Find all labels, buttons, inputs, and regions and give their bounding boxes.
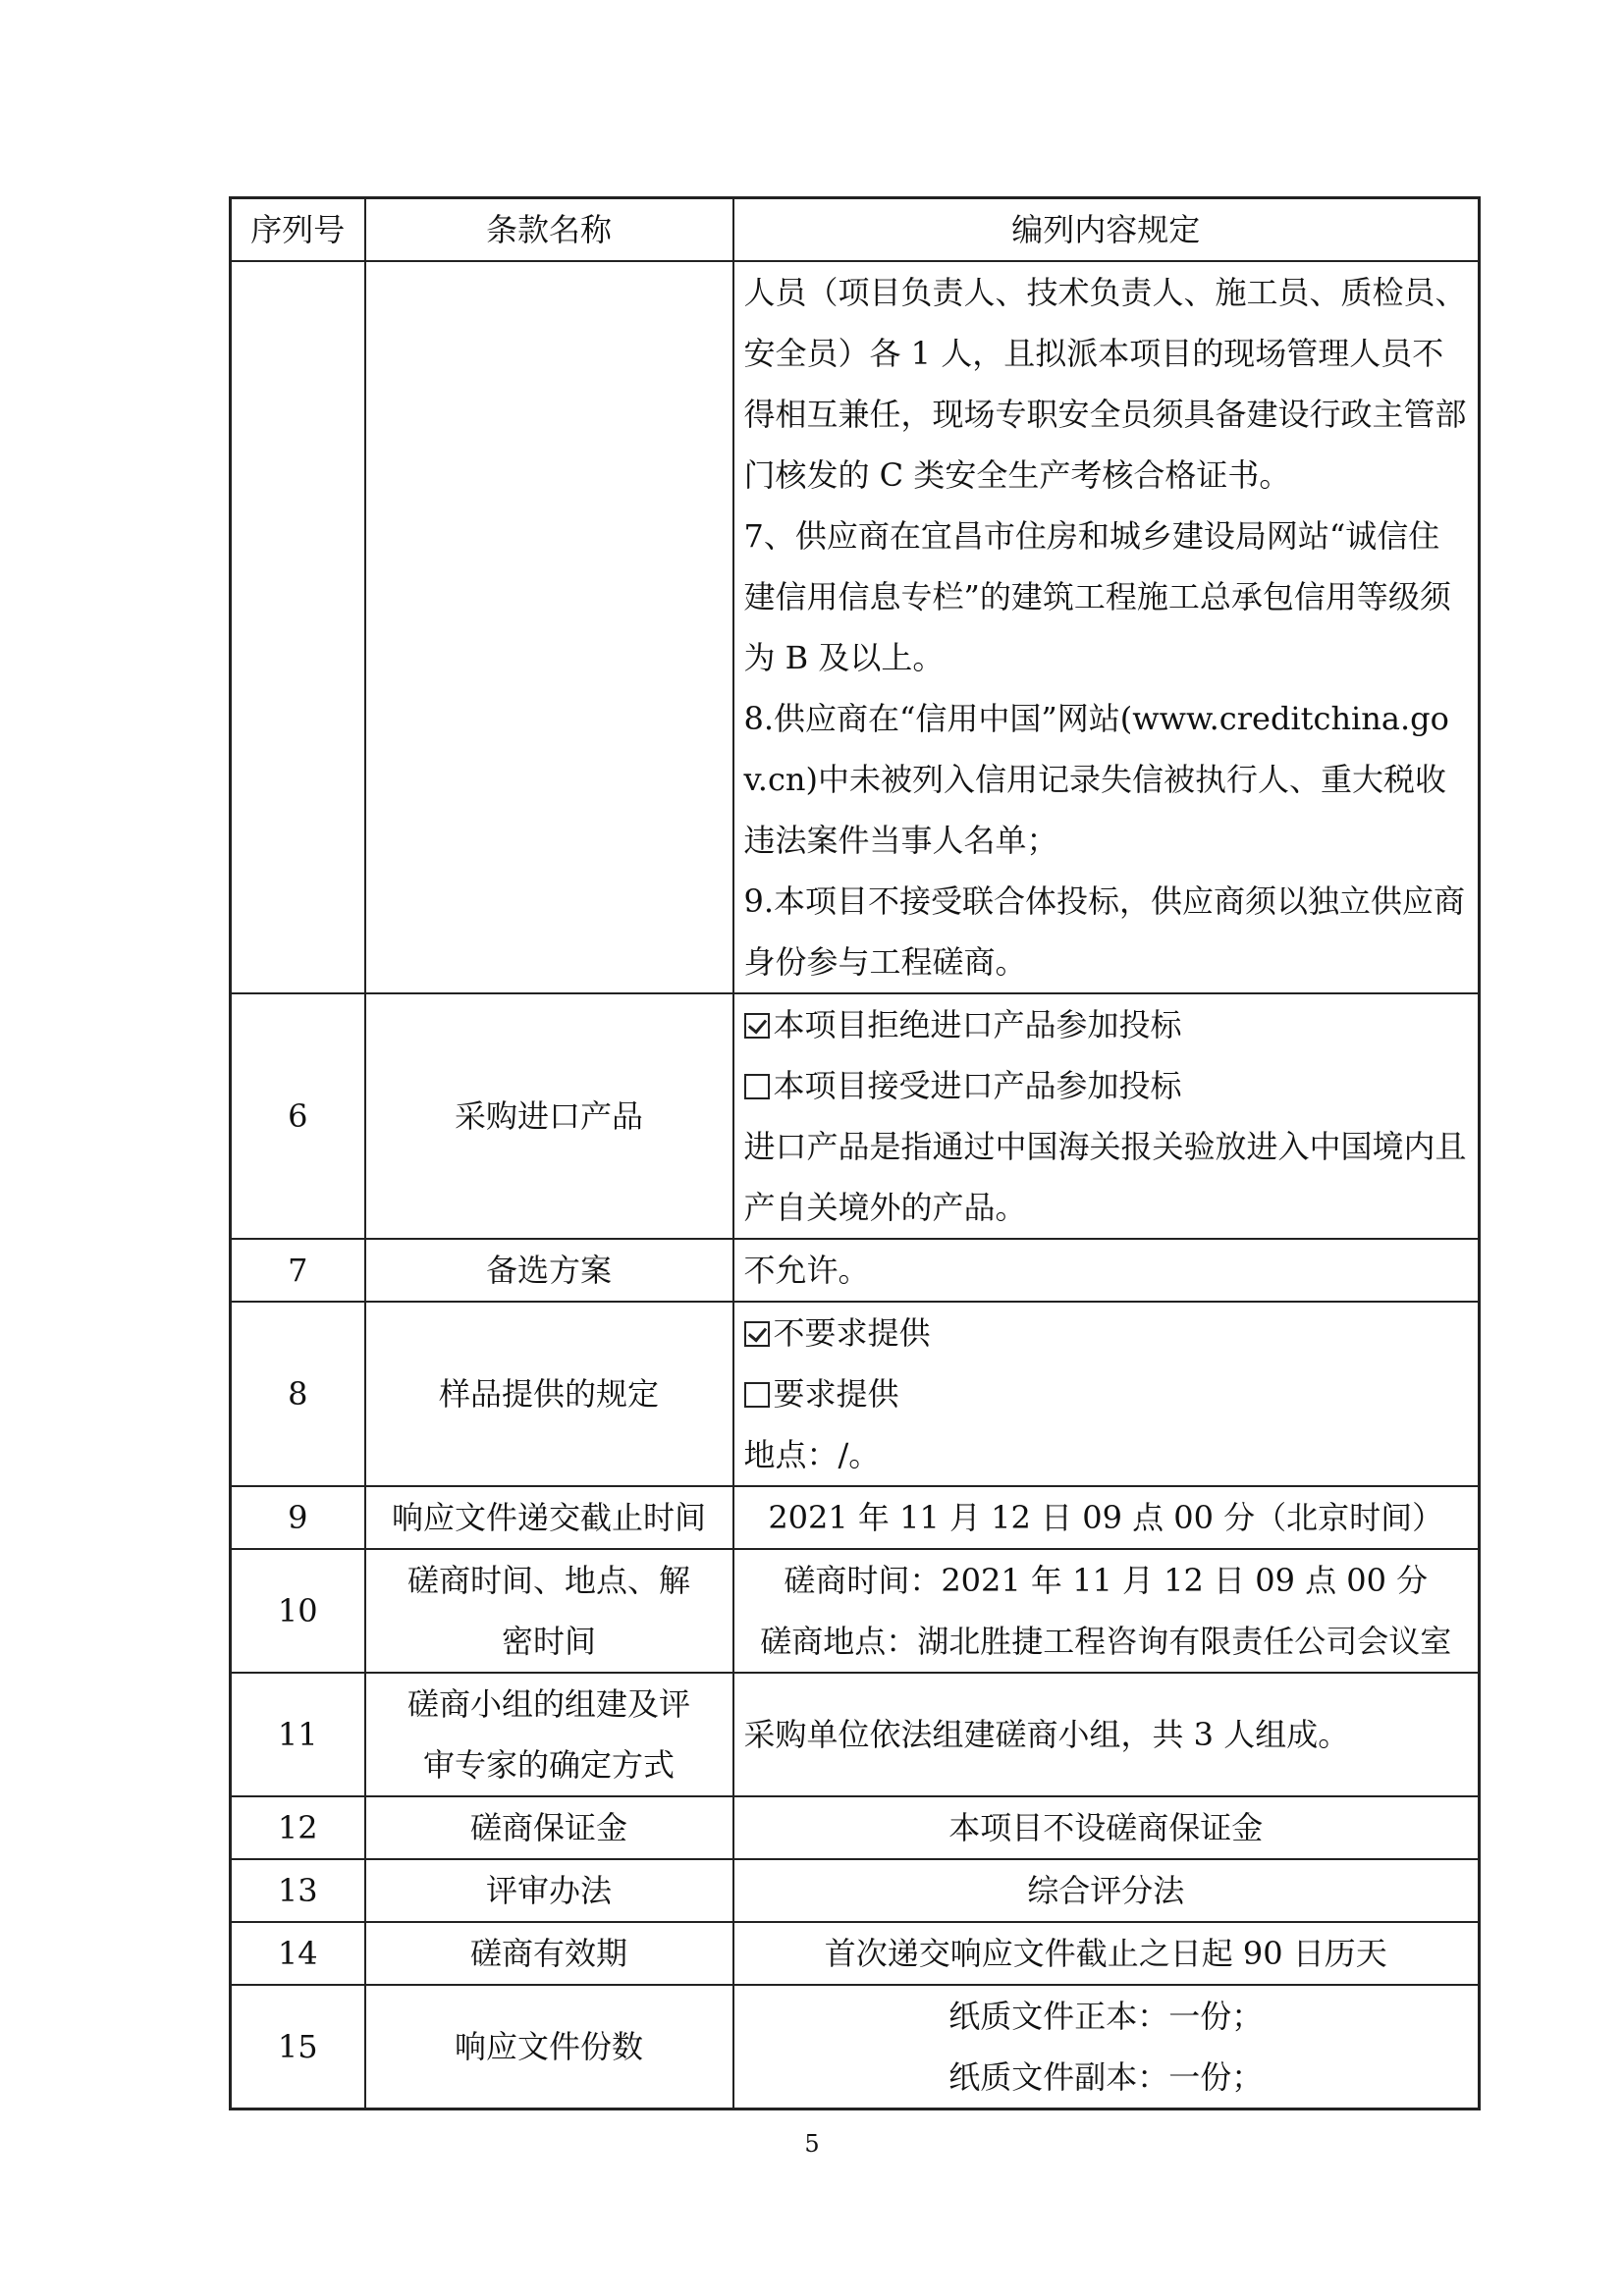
checked-box-icon (744, 1321, 770, 1347)
table-row (231, 1796, 1480, 1859)
row-name: 采购进口产品 (365, 993, 733, 1239)
row-name: 磋商有效期 (365, 1922, 733, 1985)
row-name: 样品提供的规定 (365, 1302, 733, 1486)
table-row (231, 261, 1480, 993)
option-line (744, 1363, 1469, 1424)
content-line: 纸质文件正本：一份； (948, 1998, 1264, 2035)
row-number: 10 (231, 1549, 365, 1673)
row-name (365, 261, 733, 993)
row-content (733, 261, 1480, 993)
row-number: 15 (231, 1985, 365, 2109)
unchecked-box-icon (744, 1382, 770, 1408)
option-line (744, 1055, 1469, 1116)
row-name: 磋商小组的组建及评审专家的确定方式 (365, 1673, 733, 1796)
checked-box-icon (744, 1013, 770, 1039)
row-content: 采购单位依法组建磋商小组，共 3 人组成。 (733, 1673, 1480, 1796)
header-serial: 序列号 (231, 198, 365, 262)
row-number: 11 (231, 1673, 365, 1796)
row-content (733, 1302, 1480, 1486)
row-content: 首次递交响应文件截止之日起 90 日历天 (733, 1922, 1480, 1985)
table-row (231, 1549, 1480, 1673)
table-header-row (231, 198, 1480, 262)
row-number: 13 (231, 1859, 365, 1922)
row-content (733, 1549, 1480, 1673)
row-number: 9 (231, 1486, 365, 1549)
option-label: 不要求提供 (773, 1314, 931, 1352)
row-content: 不允许。 (733, 1239, 1480, 1302)
option-label: 本项目拒绝进口产品参加投标 (773, 1006, 1182, 1043)
table-row (231, 1985, 1480, 2109)
content-paragraph: 8.供应商在“信用中国”网站(www.creditchina.gov.cn)中未被列入信用记录失信被执行人、重大税收违法案件当事人名单； (743, 700, 1449, 859)
page-number: 5 (804, 2130, 820, 2158)
row-number: 8 (231, 1302, 365, 1486)
row-number: 14 (231, 1922, 365, 1985)
option-line (744, 1303, 1469, 1363)
table-row (231, 1922, 1480, 1985)
row-content (733, 1985, 1480, 2109)
content-paragraph: 7、供应商在宜昌市住房和城乡建设局网站“诚信住建信用信息专栏”的建筑工程施工总承包信用等级须为 B 及以上。 (743, 517, 1451, 676)
row-number: 6 (231, 993, 365, 1239)
table-row (231, 1239, 1480, 1302)
requirements-table (229, 196, 1481, 2110)
content-paragraph: 地点：/。 (743, 1436, 881, 1473)
row-number: 7 (231, 1239, 365, 1302)
row-content: 2021 年 11 月 12 日 09 点 00 分（北京时间） (733, 1486, 1480, 1549)
row-name: 响应文件递交截止时间 (365, 1486, 733, 1549)
header-clause-name: 条款名称 (365, 198, 733, 262)
row-name: 磋商时间、地点、解密时间 (365, 1549, 733, 1673)
unchecked-box-icon (744, 1074, 770, 1099)
table-row (231, 1486, 1480, 1549)
row-name: 响应文件份数 (365, 1985, 733, 2109)
row-content (733, 993, 1480, 1239)
content-paragraph: 9.本项目不接受联合体投标，供应商须以独立供应商身份参与工程磋商。 (743, 882, 1466, 981)
row-content: 综合评分法 (733, 1859, 1480, 1922)
content-paragraph: 人员（项目负责人、技术负责人、施工员、质检员、安全员）各 1 人，且拟派本项目的现场管理人员不得相互兼任，现场专职安全员须具备建设行政主管部门核发的 C 类安全生产考核合格证书。 (743, 274, 1467, 494)
header-content: 编列内容规定 (733, 198, 1480, 262)
option-line (744, 994, 1469, 1055)
option-label: 本项目接受进口产品参加投标 (773, 1067, 1182, 1104)
content-paragraph: 进口产品是指通过中国海关报关验放进入中国境内且产自关境外的产品。 (743, 1128, 1467, 1226)
table-row (231, 1859, 1480, 1922)
content-line: 磋商时间：2021 年 11 月 12 日 09 点 00 分 (784, 1562, 1429, 1599)
row-number (231, 261, 365, 993)
row-content: 本项目不设磋商保证金 (733, 1796, 1480, 1859)
table-row (231, 1302, 1480, 1486)
row-name: 磋商保证金 (365, 1796, 733, 1859)
content-line: 磋商地点：湖北胜捷工程咨询有限责任公司会议室 (760, 1623, 1452, 1660)
table-row (231, 1673, 1480, 1796)
option-label: 要求提供 (773, 1375, 899, 1413)
row-number: 12 (231, 1796, 365, 1859)
row-name: 评审办法 (365, 1859, 733, 1922)
row-name: 备选方案 (365, 1239, 733, 1302)
content-line: 纸质文件副本：一份； (948, 2058, 1264, 2096)
table-row (231, 993, 1480, 1239)
